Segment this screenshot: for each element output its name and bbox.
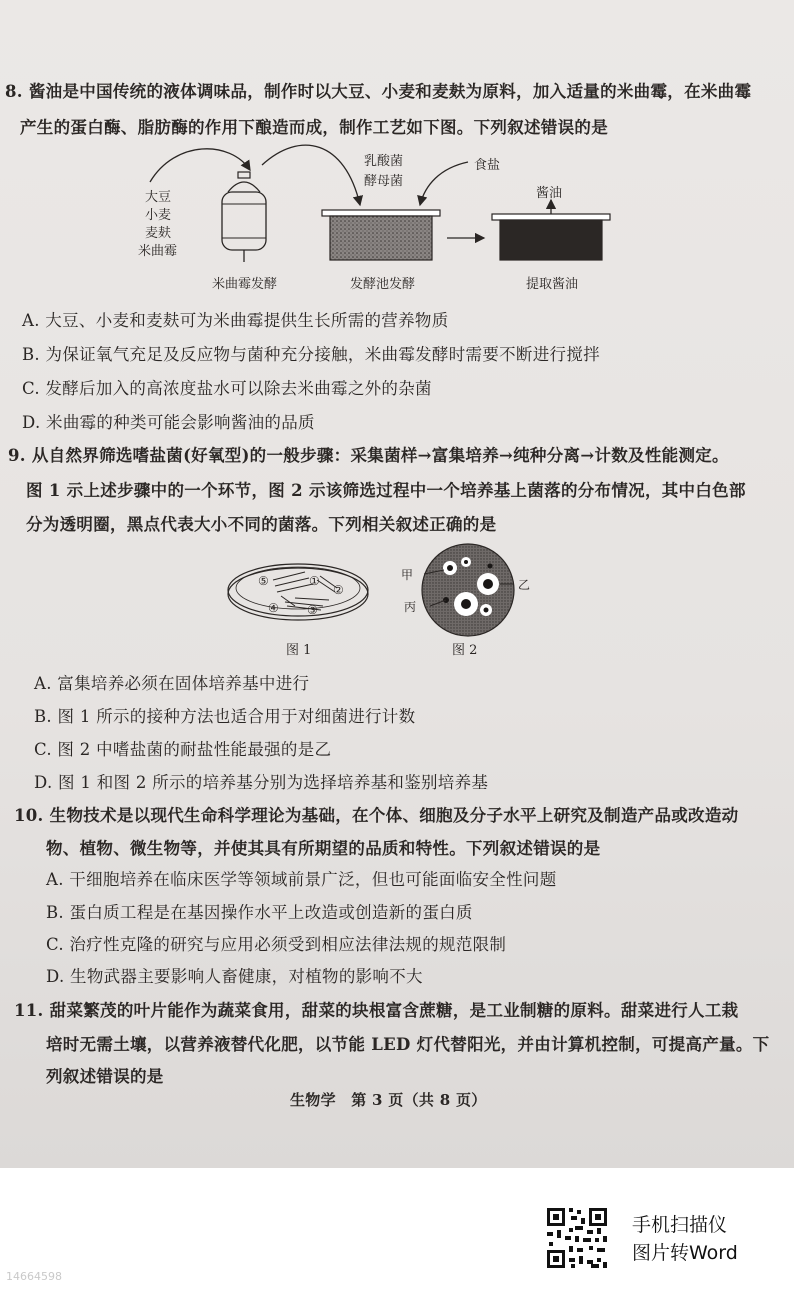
q8-option-a: A. 大豆、小麦和麦麸可为米曲霉提供生长所需的营养物质	[22, 311, 449, 330]
q8-option-b: B. 为保证氧气充足及反应物与菌种充分接触，米曲霉发酵时需要不断进行搅拌	[22, 345, 600, 364]
promo-line1: 手机扫描仪	[632, 1214, 728, 1236]
q8-stem-line1: 8. 酱油是中国传统的液体调味品，制作时以大豆、小麦和麦麸为原料，加入适量的米曲霉，在米曲霉	[5, 82, 752, 101]
stage-label-tank: 发酵池发酵	[350, 277, 416, 292]
fig1-zone-4: ④	[268, 601, 279, 615]
q10-option-c: C. 治疗性克隆的研究与应用必须受到相应法律法规的规范限制	[46, 935, 507, 954]
q10-option-d: D. 生物武器主要影响人畜健康，对植物的影响不大	[46, 967, 423, 986]
salt-label: 食盐	[474, 158, 501, 173]
q9-option-d: D. 图 1 和图 2 所示的培养基分别为选择培养基和鉴别培养基	[34, 773, 489, 792]
microbe-label-2: 酵母菌	[364, 174, 404, 189]
qr-code-icon[interactable]	[545, 1206, 609, 1270]
arrow-salt-to-tank	[420, 162, 468, 205]
page-footer: 生物学 第 3 页（共 8 页）	[290, 1091, 487, 1109]
stage-label-koji: 米曲霉发酵	[212, 277, 278, 292]
fig2-label-jia: 甲	[401, 568, 414, 582]
microbe-label-1: 乳酸菌	[364, 154, 404, 169]
fig1-zone-2: ②	[333, 583, 344, 597]
ingredient-label-4: 米曲霉	[138, 244, 178, 259]
q11-stem-line3: 列叙述错误的是	[46, 1067, 164, 1086]
fermenter-vessel-icon	[222, 172, 266, 262]
fig2-label-bing: 丙	[404, 600, 417, 614]
q9-option-a: A. 富集培养必须在固体培养基中进行	[34, 674, 310, 693]
fig1-caption: 图 1	[286, 643, 312, 658]
q10-stem-line2: 物、植物、微生物等，并使其具有所期望的品质和特性。下列叙述错误的是	[46, 839, 601, 858]
q9-stem-line3: 分为透明圈，黑点代表大小不同的菌落。下列相关叙述正确的是	[26, 515, 497, 534]
q10-stem-line1: 10. 生物技术是以现代生命科学理论为基础，在个体、细胞及分子水平上研究及制造产品或改造动	[14, 806, 739, 825]
ingredient-label-3: 麦麸	[145, 226, 172, 241]
fermentation-tank-icon	[322, 210, 440, 260]
fig2-label-yi: 乙	[518, 578, 531, 592]
figure-1-streak-plate	[225, 550, 375, 634]
stage-label-extract: 提取酱油	[526, 277, 579, 292]
promo-line2: 图片转Word	[632, 1242, 738, 1264]
arrow-fermenter-to-tank	[262, 145, 360, 205]
q11-stem-line2: 培时无需土壤，以营养液替代化肥，以节能 LED 灯代替阳光，并由计算机控制，可提高产量。下	[46, 1035, 770, 1054]
document-id: 14664598	[6, 1270, 62, 1283]
q11-stem-line1: 11. 甜菜繁茂的叶片能作为蔬菜食用，甜菜的块根富含蔗糖，是工业制糖的原料。甜菜进行人工栽	[14, 1001, 739, 1020]
ingredient-label-2: 小麦	[145, 208, 172, 223]
fig1-zone-3: ③	[307, 603, 318, 617]
q10-option-b: B. 蛋白质工程是在基因操作水平上改造或创造新的蛋白质	[46, 903, 473, 922]
q9-option-c: C. 图 2 中嗜盐菌的耐盐性能最强的是乙	[34, 740, 332, 759]
ingredient-label-1: 大豆	[145, 190, 172, 205]
q9-option-b: B. 图 1 所示的接种方法也适合用于对细菌进行计数	[34, 707, 416, 726]
fig1-zone-5: ⑤	[258, 574, 269, 588]
q8-option-d: D. 米曲霉的种类可能会影响酱油的品质	[22, 413, 315, 432]
fig1-zone-1: ①	[309, 574, 320, 588]
q8-stem-line2: 产生的蛋白酶、脂肪酶的作用下酿造而成，制作工艺如下图。下列叙述错误的是	[20, 118, 608, 137]
arrow-ingredients-to-fermenter	[150, 149, 250, 182]
q9-stem-line1: 9. 从自然界筛选嗜盐菌(好氧型)的一般步骤：采集菌样→富集培养→纯种分离→计数及性能测定。	[8, 446, 729, 465]
q8-option-c: C. 发酵后加入的高浓度盐水可以除去米曲霉之外的杂菌	[22, 379, 432, 398]
q10-option-a: A. 干细胞培养在临床医学等领域前景广泛，但也可能面临安全性问题	[46, 870, 557, 889]
q9-stem-line2: 图 1 示上述步骤中的一个环节，图 2 示该筛选过程中一个培养基上菌落的分布情况，其中白色部	[26, 481, 746, 500]
soy-sauce-label: 酱油	[536, 186, 563, 201]
extraction-tank-icon	[492, 214, 610, 260]
fig2-caption: 图 2	[452, 643, 478, 658]
